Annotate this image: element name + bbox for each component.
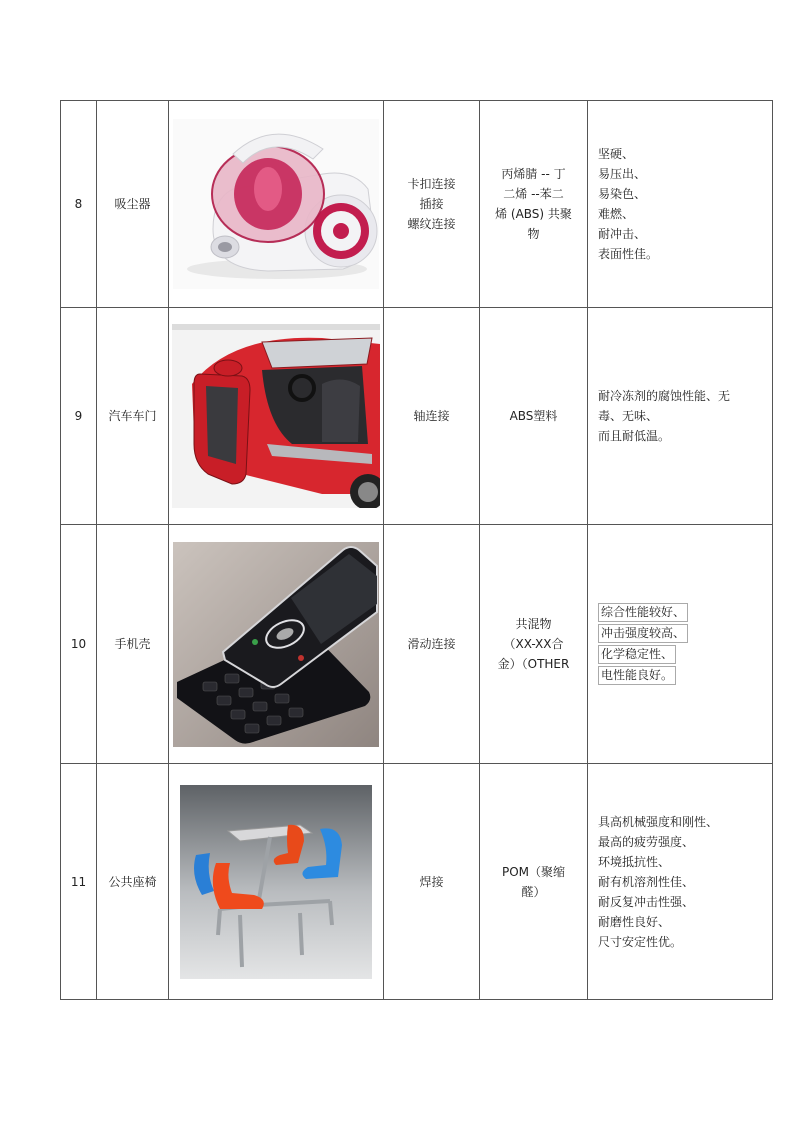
table-row <box>61 764 773 1000</box>
material-text: 金）（OTHER <box>497 657 570 671</box>
feature-text: 环境抵抗性、 <box>598 854 671 869</box>
product-name: 汽车车门 <box>97 308 169 525</box>
table-row <box>61 101 773 308</box>
product-image-cell <box>169 101 384 308</box>
feature-text: 耐冲击、 <box>598 227 647 241</box>
material-text: 二烯 --苯二 <box>503 187 564 201</box>
table-row <box>61 525 773 764</box>
material-text: POM（聚缩 <box>501 864 566 879</box>
public-seating-image <box>180 785 372 979</box>
product-image-cell <box>169 764 384 1000</box>
connection-text: 插接 <box>419 197 444 211</box>
product-name: 公共座椅 <box>97 764 169 1000</box>
material-text: （XX-XX合 <box>503 637 564 651</box>
material-text: ABS塑料 <box>509 409 558 423</box>
connection-text: 轴连接 <box>413 409 450 423</box>
feature-text: 易染色、 <box>598 187 647 201</box>
material-text: 丙烯腈 -- 丁 <box>501 167 566 181</box>
feature-text: 毒、无味、 <box>598 409 659 423</box>
feature-text: 综合性能较好、 <box>598 603 688 622</box>
feature-text: 耐冷冻剂的腐蚀性能、无 <box>598 389 731 403</box>
material-text: 醛） <box>521 884 546 899</box>
row-number: 11 <box>61 764 97 1000</box>
row-number: 10 <box>61 525 97 764</box>
feature-text: 冲击强度较高、 <box>598 624 688 643</box>
connection-text: 滑动连接 <box>407 637 456 651</box>
connection-cell <box>384 525 480 764</box>
feature-text: 尺寸安定性优。 <box>598 934 683 949</box>
feature-text: 而且耐低温。 <box>598 429 671 443</box>
feature-text: 耐磨性良好、 <box>598 914 671 929</box>
connection-text: 焊接 <box>419 874 444 889</box>
material-text: 共混物 <box>515 617 552 631</box>
feature-text: 耐有机溶剂性佳、 <box>598 874 695 889</box>
material-cell <box>480 101 588 308</box>
vacuum-cleaner-image <box>173 119 379 289</box>
mobile-phone-image <box>173 542 379 747</box>
material-text: 烯 (ABS) 共聚 <box>495 207 572 221</box>
product-image-cell <box>169 308 384 525</box>
connection-cell <box>384 764 480 1000</box>
feature-text: 难燃、 <box>598 207 635 221</box>
feature-text: 电性能良好。 <box>598 666 676 685</box>
product-image-cell <box>169 525 384 764</box>
row-number: 9 <box>61 308 97 525</box>
features-cell <box>588 525 773 764</box>
features-cell <box>588 764 773 1000</box>
feature-text: 坚硬、 <box>598 147 635 161</box>
product-name: 吸尘器 <box>97 101 169 308</box>
feature-text: 表面性佳。 <box>598 247 659 261</box>
feature-text: 最高的疲劳强度、 <box>598 834 695 849</box>
material-cell <box>480 525 588 764</box>
feature-text: 化学稳定性、 <box>598 645 676 664</box>
connection-text: 螺纹连接 <box>407 217 456 231</box>
feature-text: 具高机械强度和刚性、 <box>598 814 719 829</box>
car-door-image <box>172 324 380 508</box>
feature-text: 耐反复冲击性强、 <box>598 894 695 909</box>
feature-text: 易压出、 <box>598 167 647 181</box>
product-name: 手机壳 <box>97 525 169 764</box>
table-row <box>61 308 773 525</box>
features-cell <box>588 101 773 308</box>
connection-cell <box>384 101 480 308</box>
connection-cell <box>384 308 480 525</box>
features-cell <box>588 308 773 525</box>
product-table <box>60 100 773 1000</box>
material-cell <box>480 764 588 1000</box>
row-number: 8 <box>61 101 97 308</box>
material-cell <box>480 308 588 525</box>
connection-text: 卡扣连接 <box>407 177 456 191</box>
material-text: 物 <box>527 227 540 241</box>
